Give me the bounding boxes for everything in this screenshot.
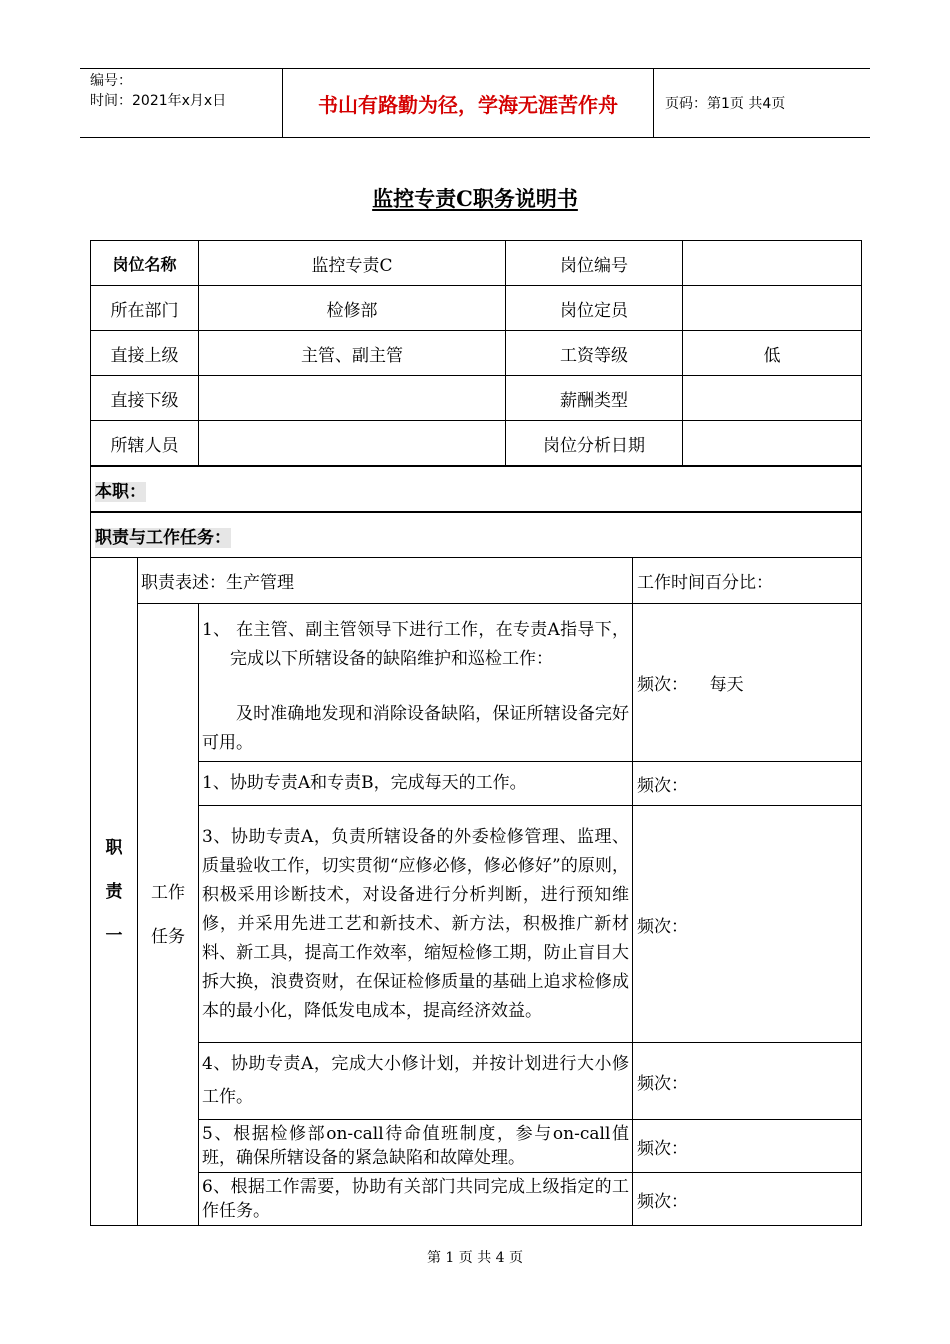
section-duties: 职责与工作任务： (91, 512, 862, 558)
task-text: 5、根据检修部on-call待命值班制度，参与on-call值班，确保所辖设备的紧急缺陷和故障处理。 (199, 1120, 633, 1173)
task-row (91, 762, 862, 806)
info-label: 所在部门 (91, 286, 199, 331)
task-frequency: 频次： (633, 1173, 862, 1226)
task-frequency: 频次： (633, 1043, 862, 1120)
info-row (91, 376, 862, 421)
info-label: 岗位名称 (91, 241, 199, 286)
task-row (91, 1173, 862, 1226)
task-frequency: 频次： (633, 762, 862, 806)
time-label: 时间：2021年x月x日 (90, 93, 227, 109)
info-label: 工资等级 (506, 331, 683, 375)
work-task-label: 工作 任务 (138, 604, 199, 1226)
task-text: 1、协助专责A和专责B，完成每天的工作。 (199, 762, 633, 806)
section-row (91, 512, 862, 558)
page-info: 页码：第1页 共4页 (665, 96, 786, 112)
info-row (91, 421, 862, 467)
task-text: 6、根据工作需要，协助有关部门共同完成上级指定的工作任务。 (199, 1173, 633, 1226)
page-footer: 第 1 页 共 4 页 (426, 1250, 524, 1266)
info-label: 薪酬类型 (506, 376, 683, 420)
info-value (199, 421, 506, 465)
info-label: 岗位编号 (506, 241, 683, 285)
task-row (91, 604, 862, 762)
task-frequency: 频次： (633, 1120, 862, 1173)
info-label: 所辖人员 (91, 421, 199, 467)
info-value: 主管、副主管 (199, 331, 506, 375)
info-label: 岗位分析日期 (506, 421, 683, 465)
task-frequency: 频次： 每天 (633, 604, 862, 762)
info-label: 直接下级 (91, 376, 199, 421)
info-value: 低 (763, 345, 781, 366)
document-title-text: 监控专责C职务说明书 (372, 186, 578, 211)
task-text: 1、 在主管、副主管领导下进行工作，在专责A指导下，完成以下所辖设备的缺陷维护和巡检工作： 及时准确地发现和消除设备缺陷，保证所辖设备完好可用。 (199, 604, 633, 762)
document-title (0, 183, 950, 213)
duty-description: 职责表述：生产管理 (138, 558, 633, 604)
task-row (91, 1043, 862, 1120)
task-row (91, 806, 862, 1043)
info-value (683, 376, 861, 420)
header-meta (80, 69, 280, 137)
motto: 书山有路勤为径，学海无涯苦作舟 (282, 69, 654, 137)
info-value (683, 421, 861, 465)
section-row (91, 466, 862, 512)
info-value: 监控专责C (199, 241, 506, 285)
section-benzhi: 本职： (91, 466, 862, 512)
time-percentage-label: 工作时间百分比： (633, 558, 862, 604)
info-value: 检修部 (199, 286, 506, 330)
info-row (91, 331, 862, 376)
task-frequency: 频次： (633, 806, 862, 1043)
duty-description-row (91, 558, 862, 604)
code-label: 编号： (90, 73, 132, 89)
task-row (91, 1120, 862, 1173)
info-label: 直接上级 (91, 331, 199, 376)
info-value (199, 376, 506, 420)
info-row (91, 241, 862, 286)
info-value (683, 241, 861, 285)
page-header (80, 68, 870, 138)
info-value (683, 286, 861, 330)
info-row (91, 286, 862, 331)
info-label: 岗位定员 (506, 286, 683, 330)
job-description-table (90, 240, 862, 1226)
task-text: 3、协助专责A，负责所辖设备的外委检修管理、监理、质量验收工作，切实贯彻“应修必修，修必修好”的原则，积极采用诊断技术，对设备进行分析判断，进行预知维修，并采用先进工艺和新技术、新方法，积极推广新材料、新工具，提高工作效率，缩短检修工期，防止盲目大拆大换，浪费资财，在保证检修质量的基础上追求检修成本的最小化，降低发电成本，提高经济效益。 (199, 806, 633, 1043)
task-text: 4、协助专责A，完成大小修计划，并按计划进行大小修工作。 (199, 1043, 633, 1120)
duty-number-label: 职 责 一 (91, 558, 138, 1226)
